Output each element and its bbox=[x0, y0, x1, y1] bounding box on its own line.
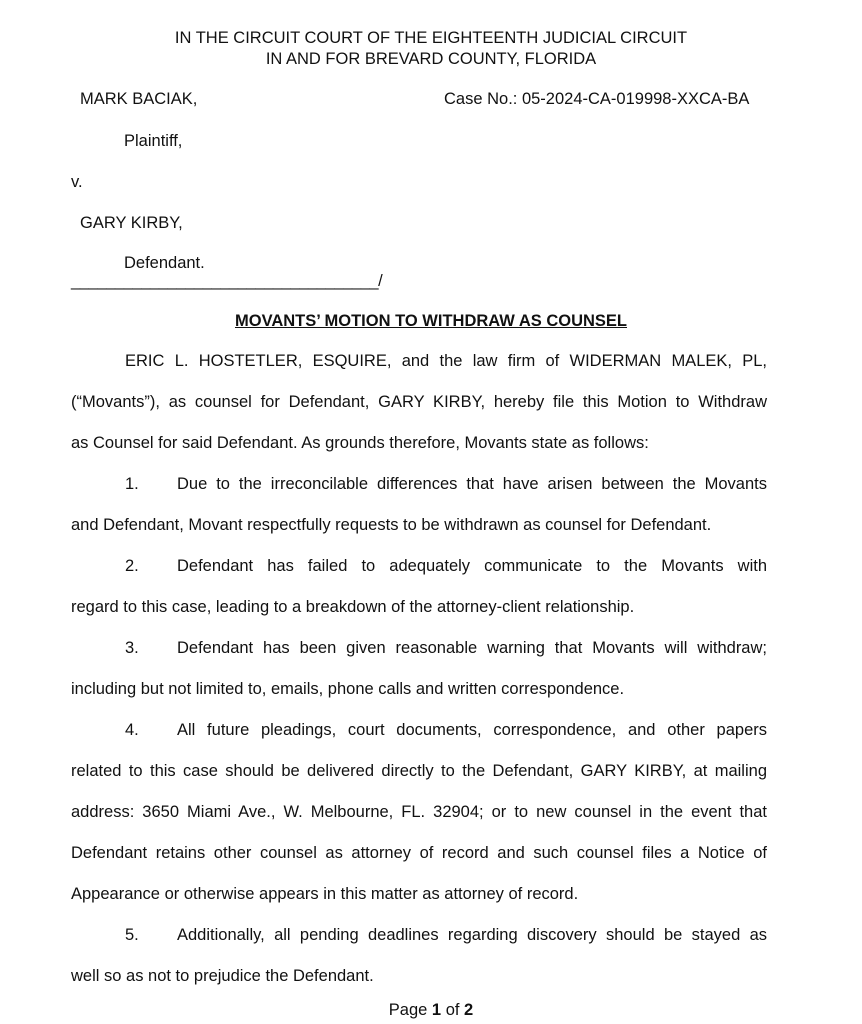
intro-line-1-text: ERIC L. HOSTETLER, ESQUIRE, and the law firm of WIDERMAN MALEK, PL, bbox=[125, 352, 767, 370]
item-3-line-1-text: Defendant has been given reasonable warning that Movants will withdraw; bbox=[177, 639, 767, 657]
court-heading-line-2: IN AND FOR BREVARD COUNTY, FLORIDA bbox=[265, 50, 597, 68]
defendant-role: Defendant. bbox=[124, 254, 205, 272]
item-1-line-2: and Defendant, Movant respectfully requests to be withdrawn as counsel for Defendant. bbox=[71, 516, 712, 534]
plaintiff-name: MARK BACIAK, bbox=[80, 90, 198, 108]
page-total: 2 bbox=[464, 1001, 474, 1019]
item-4-line-1-text: All future pleadings, court documents, correspondence, and other papers bbox=[177, 721, 767, 739]
intro-line-3: as Counsel for said Defendant. As grounds therefore, Movants state as follows: bbox=[71, 434, 649, 452]
plaintiff-role: Plaintiff, bbox=[124, 132, 183, 150]
item-2-line-2: regard to this case, leading to a breakdown of the attorney-client relationship. bbox=[71, 598, 635, 616]
item-4-line-5: Appearance or otherwise appears in this matter as attorney of record. bbox=[71, 885, 579, 903]
versus-label: v. bbox=[71, 173, 83, 191]
item-2-line-1 bbox=[71, 556, 767, 576]
item-4-number: 4. bbox=[125, 721, 139, 739]
item-1-line-1-text: Due to the irreconcilable differences that have arisen between the Movants bbox=[177, 475, 767, 493]
item-4-line-3: address: 3650 Miami Ave., W. Melbourne, FL. 32904; or to new counsel in the event that bbox=[71, 803, 767, 821]
item-5-line-1 bbox=[71, 925, 767, 945]
item-2-number: 2. bbox=[125, 557, 139, 575]
item-3-line-1 bbox=[71, 638, 767, 658]
item-3-line-2: including but not limited to, emails, phone calls and written correspondence. bbox=[71, 680, 625, 698]
page-footer bbox=[0, 1001, 862, 1020]
page-word: Page bbox=[388, 1001, 428, 1019]
item-2-line-1-text: Defendant has failed to adequately communicate to the Movants with bbox=[177, 557, 767, 575]
page-current: 1 bbox=[431, 1001, 442, 1019]
item-5-line-2: well so as not to prejudice the Defendant. bbox=[71, 967, 374, 985]
item-4-line-4: Defendant retains other counsel as attorney of record and such counsel files a Notice of bbox=[71, 844, 767, 862]
item-5-line-1-text: Additionally, all pending deadlines regarding discovery should be stayed as bbox=[177, 926, 767, 944]
item-4-line-1 bbox=[71, 720, 767, 740]
item-5-number: 5. bbox=[125, 926, 139, 944]
item-4-line-2: related to this case should be delivered directly to the Defendant, GARY KIRBY, at mailing bbox=[71, 762, 767, 780]
caption-separator-line: ___________________________________/ bbox=[71, 272, 383, 290]
case-number: Case No.: 05-2024-CA-019998-XXCA-BA bbox=[444, 90, 750, 108]
item-1-number: 1. bbox=[125, 475, 139, 493]
defendant-name: GARY KIRBY, bbox=[80, 214, 183, 232]
intro-line-2: (“Movants”), as counsel for Defendant, GARY KIRBY, hereby file this Motion to Withdraw bbox=[71, 393, 767, 411]
motion-title: MOVANTS’ MOTION TO WITHDRAW AS COUNSEL bbox=[234, 312, 628, 330]
intro-line-1 bbox=[71, 351, 767, 371]
item-1-line-1 bbox=[71, 474, 767, 494]
page-of-word: of bbox=[445, 1001, 460, 1019]
court-heading-line-1: IN THE CIRCUIT COURT OF THE EIGHTEENTH JUDICIAL CIRCUIT bbox=[174, 29, 688, 47]
item-3-number: 3. bbox=[125, 639, 139, 657]
